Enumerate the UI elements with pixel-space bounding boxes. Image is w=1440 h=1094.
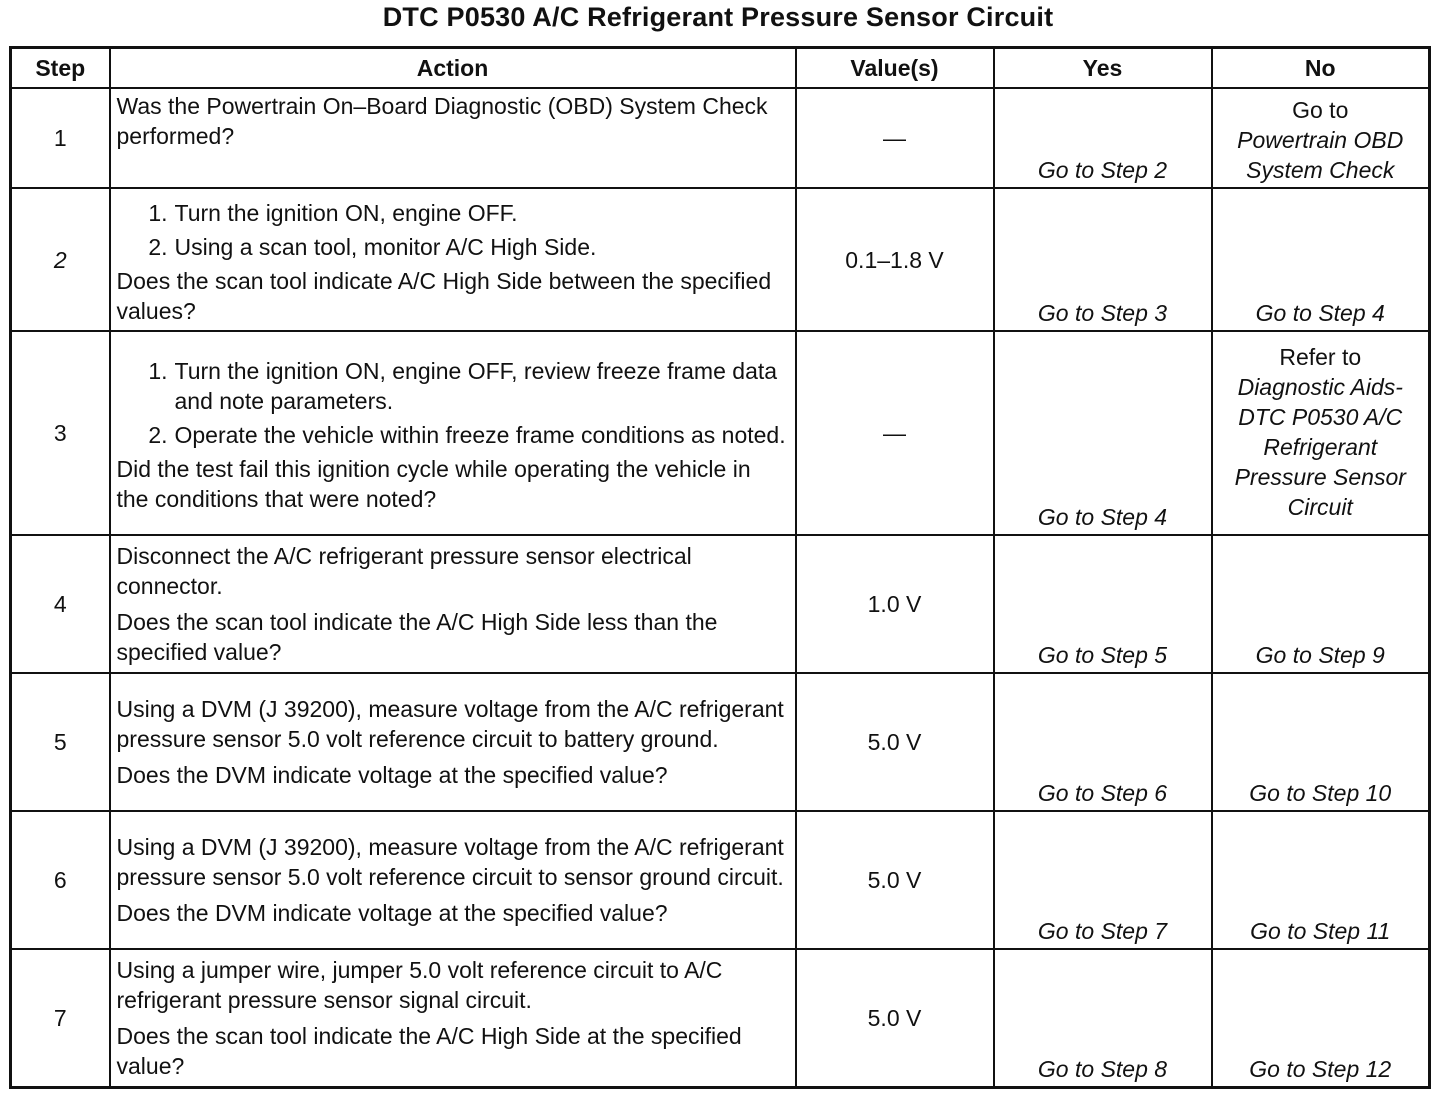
- yes-cell: Go to Step 6: [994, 673, 1212, 811]
- no-cell: [1212, 88, 1430, 188]
- question-text: Does the DVM indicate voltage at the specified value?: [116, 762, 668, 788]
- no-italic-text: Diagnostic Aids-DTC P0530 A/C Refrigerant Pressure Sensor Circuit: [1234, 374, 1406, 520]
- diagnostic-table: [9, 46, 1431, 1089]
- header-values: Value(s): [796, 48, 994, 89]
- step-number: 6: [11, 811, 110, 949]
- list-text: Turn the ignition ON, engine OFF.: [174, 199, 518, 226]
- yes-cell: Go to Step 7: [994, 811, 1212, 949]
- header-action: Action: [110, 48, 796, 89]
- instruction-text: Using a jumper wire, jumper 5.0 volt reference circuit to A/C refrigerant pressure sensor signal circuit.: [116, 956, 723, 1013]
- list-text: Operate the vehicle within freeze frame conditions as noted.: [174, 422, 786, 448]
- list-item: [117, 198, 789, 228]
- table-row: [11, 535, 1430, 673]
- action-cell: [110, 331, 796, 535]
- yes-cell: Go to Step 2: [994, 88, 1212, 188]
- list-item: [117, 356, 789, 416]
- action-cell: [110, 811, 796, 949]
- header-step: Step: [11, 48, 110, 89]
- step-number: 5: [11, 673, 110, 811]
- question-text: Does the scan tool indicate the A/C High Side less than the specified value?: [116, 609, 718, 665]
- question-text: Does the scan tool indicate A/C High Side between the specified values?: [116, 267, 772, 324]
- value-cell: 5.0 V: [796, 949, 994, 1087]
- no-plain-text: Go to: [1292, 97, 1349, 123]
- action-cell: [110, 673, 796, 811]
- value-cell: 0.1–1.8 V: [796, 188, 994, 331]
- no-plain-text: Refer to: [1279, 344, 1362, 370]
- instruction-text: Using a DVM (J 39200), measure voltage from the A/C refrigerant pressure sensor 5.0 volt reference circuit to battery ground.: [116, 696, 784, 752]
- instruction-text: Disconnect the A/C refrigerant pressure sensor electrical connector.: [116, 543, 692, 599]
- step-number: 4: [11, 535, 110, 673]
- table-row: [11, 673, 1430, 811]
- yes-cell: Go to Step 3: [994, 188, 1212, 331]
- table-row: [11, 949, 1430, 1087]
- question-text: Was the Powertrain On–Board Diagnostic (OBD) System Check performed?: [116, 93, 768, 149]
- question-text: Did the test fail this ignition cycle while operating the vehicle in the conditions that were noted?: [116, 456, 751, 512]
- table-row: [11, 88, 1430, 188]
- list-number: 2.: [148, 422, 168, 448]
- question-text: Does the DVM indicate voltage at the specified value?: [116, 900, 668, 926]
- instruction-text: Using a DVM (J 39200), measure voltage from the A/C refrigerant pressure sensor 5.0 volt reference circuit to sensor ground circuit.: [116, 834, 784, 890]
- no-cell: Go to Step 9: [1212, 535, 1430, 673]
- value-cell: 5.0 V: [796, 673, 994, 811]
- no-cell: Go to Step 12: [1212, 949, 1430, 1087]
- value-cell: 5.0 V: [796, 811, 994, 949]
- value-cell: —: [796, 88, 994, 188]
- list-item: [117, 420, 789, 450]
- no-italic-text: Powertrain OBD System Check: [1237, 127, 1404, 183]
- no-cell: Go to Step 11: [1212, 811, 1430, 949]
- list-number: 1.: [148, 358, 168, 384]
- table-row: [11, 331, 1430, 535]
- list-number: 2.: [148, 233, 168, 260]
- no-cell: [1212, 331, 1430, 535]
- value-cell: —: [796, 331, 994, 535]
- step-number: 2: [11, 188, 110, 331]
- yes-cell: Go to Step 4: [994, 331, 1212, 535]
- action-cell: [110, 188, 796, 331]
- header-row: [11, 48, 1430, 89]
- header-no: No: [1212, 48, 1430, 89]
- question-text: Does the scan tool indicate the A/C High Side at the specified value?: [116, 1022, 742, 1079]
- action-cell: [110, 88, 796, 188]
- page-title: DTC P0530 A/C Refrigerant Pressure Sensor Circuit: [382, 2, 1054, 32]
- table-row: [11, 188, 1430, 331]
- list-number: 1.: [148, 199, 168, 226]
- list-text: Using a scan tool, monitor A/C High Side.: [174, 233, 597, 260]
- action-cell: [110, 535, 796, 673]
- step-number: 1: [11, 88, 110, 188]
- yes-cell: Go to Step 5: [994, 535, 1212, 673]
- action-cell: [110, 949, 796, 1087]
- no-cell: Go to Step 4: [1212, 188, 1430, 331]
- yes-cell: Go to Step 8: [994, 949, 1212, 1087]
- table-row: [11, 811, 1430, 949]
- list-text: Turn the ignition ON, engine OFF, review freeze frame data and note parameters.: [174, 358, 778, 414]
- step-number: 7: [11, 949, 110, 1087]
- step-number: 3: [11, 331, 110, 535]
- value-cell: 1.0 V: [796, 535, 994, 673]
- list-item: [117, 232, 789, 262]
- header-yes: Yes: [994, 48, 1212, 89]
- no-cell: Go to Step 10: [1212, 673, 1430, 811]
